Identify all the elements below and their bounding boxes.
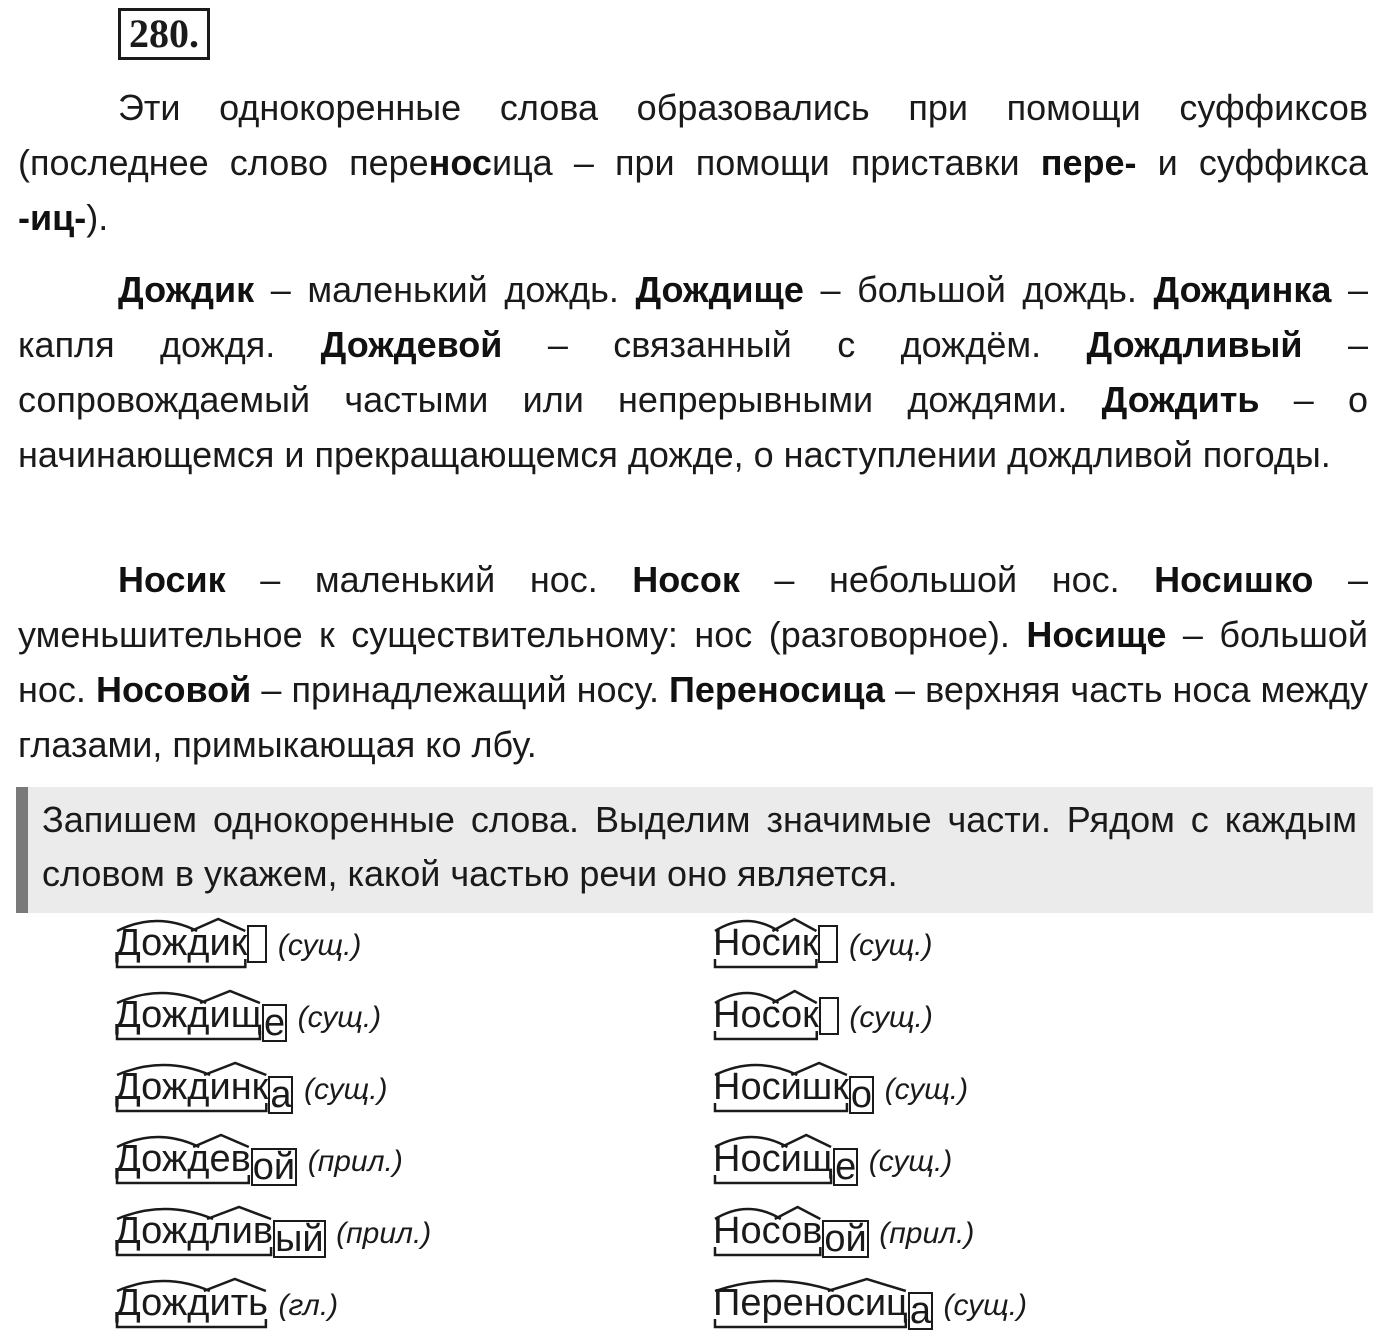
word-stem: Дождить xyxy=(115,1282,268,1324)
term: Дождик xyxy=(118,269,255,310)
term: Носишко xyxy=(1154,559,1314,600)
ending-box: ой xyxy=(824,1218,867,1260)
word-stem: Дождлив xyxy=(115,1210,274,1252)
prefix-term: пере- xyxy=(1040,142,1137,183)
term: Дождить xyxy=(1101,379,1260,420)
term: Дождище xyxy=(635,269,804,310)
ending-box: о xyxy=(850,1074,873,1116)
analyzed-word xyxy=(713,1137,952,1186)
term: Дождевой xyxy=(320,324,503,365)
definition: – уменьшительное к существительному: нос (разговорное). xyxy=(18,559,1368,655)
ending-box: е xyxy=(263,1002,286,1044)
word-stem: Носик xyxy=(713,922,819,964)
word-stem: Переносиц xyxy=(713,1282,908,1324)
definition: – верхняя часть носа между глазами, примыкающая ко лбу. xyxy=(18,669,1368,765)
exercise-number: 280. xyxy=(118,8,210,60)
part-of-speech: (прил.) xyxy=(307,1145,403,1178)
part-of-speech: (сущ.) xyxy=(304,1073,388,1106)
definition: – принадлежащий носу. xyxy=(251,669,670,710)
analyzed-word xyxy=(713,921,933,968)
analyzed-word xyxy=(115,1137,403,1186)
analyzed-word xyxy=(115,1065,388,1114)
ending-box: а xyxy=(909,1290,931,1332)
analyzed-word xyxy=(115,1209,431,1258)
task-box xyxy=(16,787,1373,913)
word-stem: Носищ xyxy=(713,1138,834,1180)
task-text: Запишем однокоренные слова. Выделим значимые части. Рядом с каждым словом в укажем, какой частью речи оно является. xyxy=(42,799,1357,894)
intro-text: Эти однокоренные слова образовались при помощи суффиксов (последнее слово пере xyxy=(18,87,1368,183)
term: Носище xyxy=(1026,614,1167,655)
word-stem: Носок xyxy=(713,994,819,1036)
intro-text: и суффикса xyxy=(1136,142,1369,183)
definition: – небольшой нос. xyxy=(739,559,1155,600)
ending-box xyxy=(819,997,839,1035)
definition: – большой дождь. xyxy=(803,269,1154,310)
analyzed-word xyxy=(115,993,381,1042)
analyzed-word xyxy=(713,1209,974,1258)
analyzed-word xyxy=(713,993,933,1040)
term: Носик xyxy=(118,559,226,600)
word-stem: Дождев xyxy=(115,1138,251,1180)
definition: – сопровождаемый частыми или непрерывными дождями. xyxy=(18,324,1368,420)
root-highlight: нос xyxy=(428,142,492,183)
ending-box: е xyxy=(835,1146,857,1188)
term: Дождинка xyxy=(1153,269,1332,310)
analyzed-word xyxy=(713,1065,968,1114)
part-of-speech: (прил.) xyxy=(336,1217,432,1250)
definition: – о начинающемся и прекращающемся дожде, о наступлении дождливой погоды. xyxy=(18,379,1368,475)
intro-paragraph xyxy=(18,80,1368,245)
part-of-speech: (сущ.) xyxy=(849,1001,933,1034)
ending-box xyxy=(818,925,838,963)
nose-words-paragraph xyxy=(18,552,1368,772)
part-of-speech: (сущ.) xyxy=(884,1073,969,1106)
definition: – капля дождя. xyxy=(18,269,1368,365)
ending-box xyxy=(247,925,267,963)
term: Переносица xyxy=(669,669,885,710)
part-of-speech: (сущ.) xyxy=(849,929,933,962)
part-of-speech: (прил.) xyxy=(879,1217,975,1250)
ending-box: ой xyxy=(252,1146,296,1188)
intro-text: ица – при помощи приставки xyxy=(491,142,1041,183)
analyzed-word xyxy=(713,1281,1027,1330)
word-stem: Дождищ xyxy=(115,994,262,1036)
part-of-speech: (сущ.) xyxy=(277,929,362,962)
analyzed-word xyxy=(115,921,361,968)
part-of-speech: (сущ.) xyxy=(297,1001,382,1034)
ending-box: ый xyxy=(275,1218,324,1260)
definition: – большой нос. xyxy=(18,614,1368,710)
part-of-speech: (гл.) xyxy=(278,1289,339,1322)
term: Носовой xyxy=(95,669,252,710)
part-of-speech: (сущ.) xyxy=(868,1145,953,1178)
analyzed-word xyxy=(115,1281,338,1328)
definition: – связанный с дождём. xyxy=(502,324,1087,365)
term: Дождливый xyxy=(1086,324,1303,365)
ending-box: а xyxy=(270,1074,292,1116)
word-stem: Дождик xyxy=(115,922,248,964)
definition: – маленький дождь. xyxy=(254,269,636,310)
rain-words-paragraph xyxy=(18,262,1368,482)
part-of-speech: (сущ.) xyxy=(943,1289,1028,1322)
word-stem: Дождинк xyxy=(115,1066,269,1108)
intro-text: ). xyxy=(86,197,109,238)
definition: – маленький нос. xyxy=(225,559,633,600)
term: Носок xyxy=(632,559,740,600)
word-stem: Носишк xyxy=(713,1066,849,1108)
word-stem: Носов xyxy=(713,1210,823,1252)
suffix-term: -иц- xyxy=(18,197,87,238)
